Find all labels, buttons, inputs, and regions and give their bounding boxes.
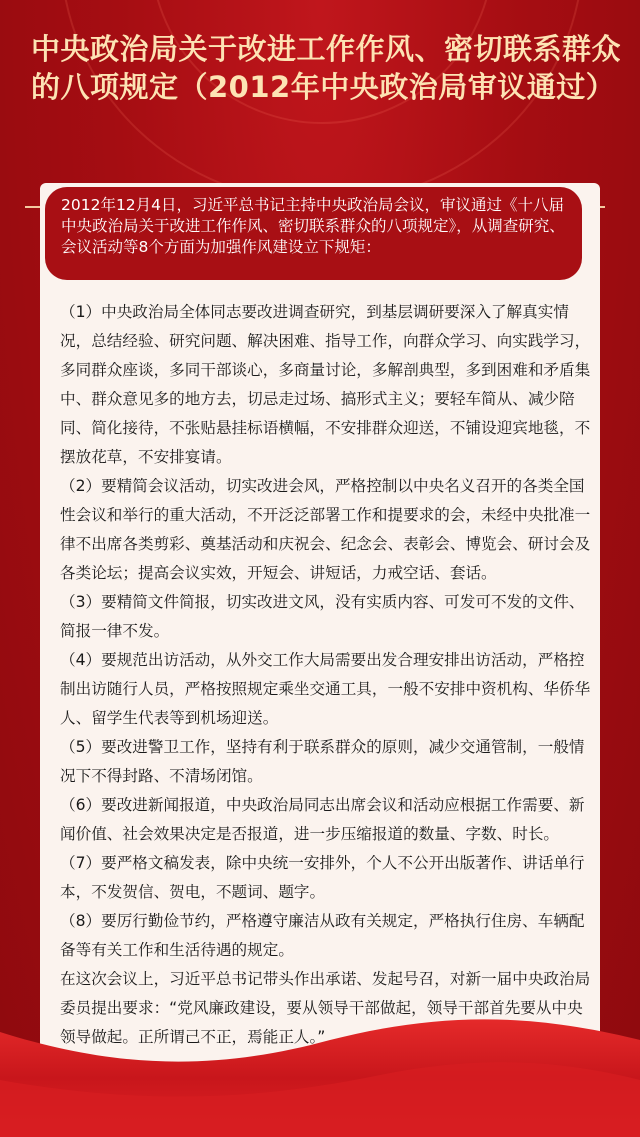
intro-box — [45, 187, 582, 280]
rule-item: （2）要精简会议活动，切实改进会风，严格控制以中央名义召开的各类全国性会议和举行的重大活动，不开泛泛部署工作和提要求的会，未经中央批准一律不出席各类剪彩、奠基活动和庆祝会、纪念会、表彰会、博览会、研讨会及各类论坛；提高会议实效，开短会、讲短话，力戒空话、套话。 — [60, 477, 591, 582]
closing-paragraph: 在这次会议上，习近平总书记带头作出承诺、发起号召，对新一届中央政治局委员提出要求：“党风廉政建设，要从领导干部做起，领导干部首先要从中央领导做起。正所谓己不正，焉能正人。” — [60, 970, 591, 1046]
rule-item: （6）要改进新闻报道，中央政治局同志出席会议和活动应根据工作需要、新闻价值、社会效果决定是否报道，进一步压缩报道的数量、字数、时长。 — [60, 796, 585, 843]
rules-list — [60, 298, 596, 1052]
page-title: 中央政治局关于改进工作作风、密切联系群众的八项规定（2012年中央政治局审议通过） — [31, 32, 622, 104]
rule-item: （7）要严格文稿发表，除中央统一安排外，个人不公开出版著作、讲话单行本，不发贺信、贺电，不题词、题字。 — [60, 854, 585, 901]
intro-text: 2012年12月4日，习近平总书记主持中央政治局会议，审议通过《十八届中央政治局关于改进工作作风、密切联系群众的八项规定》，从调查研究、会议活动等8个方面为加强作风建设立下规矩： — [61, 196, 565, 256]
red-flag-wave — [0, 1010, 640, 1137]
rule-item: （8）要厉行勤俭节约，严格遵守廉洁从政有关规定，严格执行住房、车辆配备等有关工作和生活待遇的规定。 — [60, 912, 585, 959]
rule-item: （1）中央政治局全体同志要改进调查研究，到基层调研要深入了解真实情况，总结经验、研究问题、解决困难、指导工作，向群众学习、向实践学习，多同群众座谈，多同干部谈心，多商量讨论，多解剖典型，多到困难和矛盾集中、群众意见多的地方去，切忌走过场、搞形式主义；要轻车简从、减少陪同、简化接待，不张贴悬挂标语横幅，不安排群众迎送，不铺设迎宾地毯，不摆放花草，不安排宴请。 — [60, 303, 591, 466]
rule-item: （5）要改进警卫工作，坚持有利于联系群众的原则，减少交通管制，一般情况下不得封路、不清场闭馆。 — [60, 738, 585, 785]
rule-item: （4）要规范出访活动，从外交工作大局需要出发合理安排出访活动，严格控制出访随行人员，严格按照规定乘坐交通工具，一般不安排中资机构、华侨华人、留学生代表等到机场迎送。 — [60, 651, 591, 727]
rule-item: （3）要精简文件简报，切实改进文风，没有实质内容、可发可不发的文件、简报一律不发。 — [60, 593, 585, 640]
